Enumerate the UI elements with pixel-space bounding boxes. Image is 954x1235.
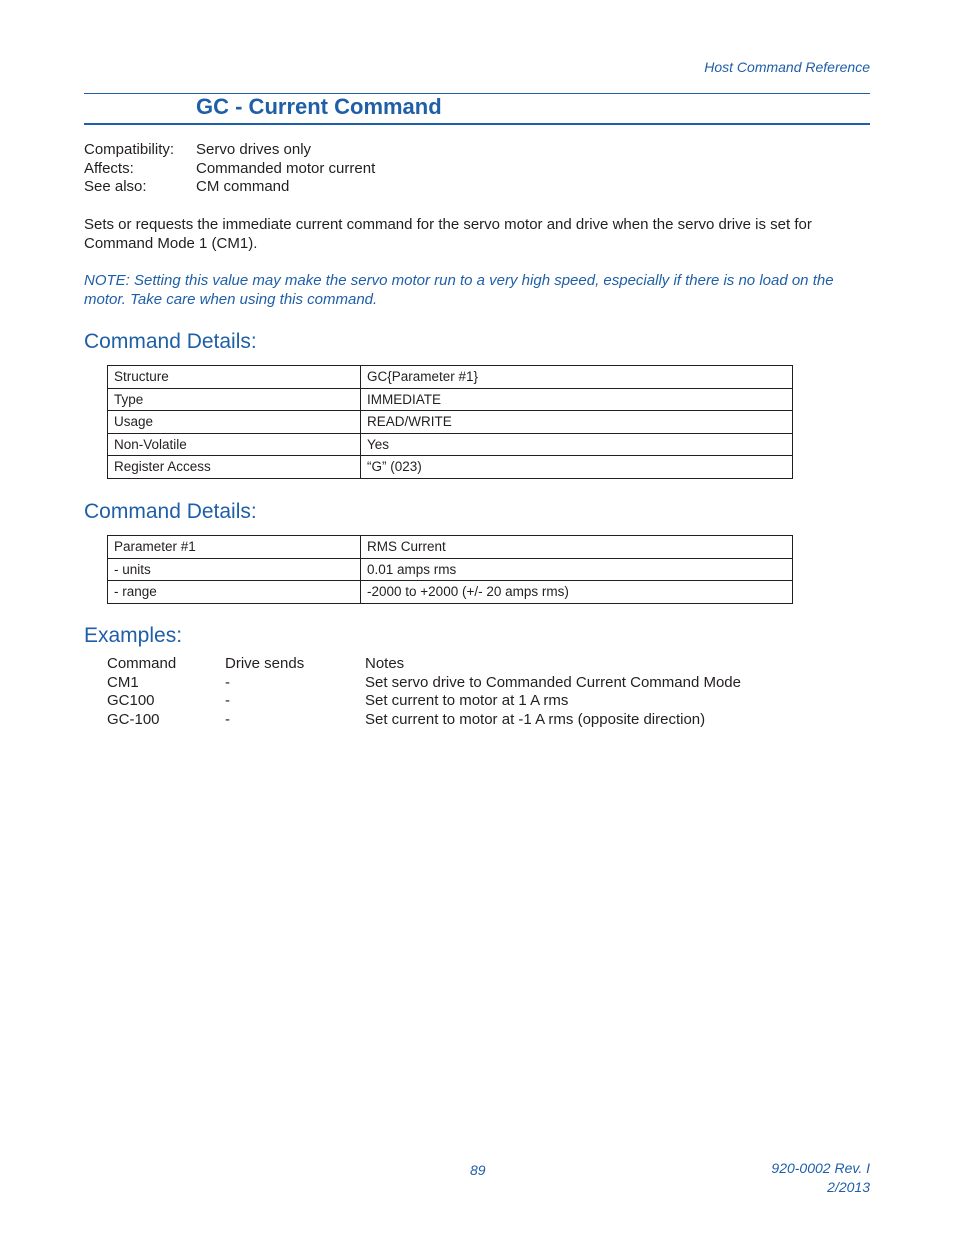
meta-key: Compatibility: xyxy=(84,141,175,158)
table-cell-value: 0.01 amps rms xyxy=(361,558,793,581)
table-cell-value: Yes xyxy=(361,433,793,456)
example-row xyxy=(107,674,741,693)
example-command: CM1 xyxy=(107,673,139,691)
command-meta xyxy=(84,141,375,197)
table-row xyxy=(108,581,793,604)
parameter-details-heading: Command Details: xyxy=(84,500,257,523)
table-cell-value: -2000 to +2000 (+/- 20 amps rms) xyxy=(361,581,793,604)
example-drive-sends: - xyxy=(225,711,230,729)
table-row xyxy=(108,388,793,411)
examples-header-row xyxy=(107,655,741,674)
meta-row-see-also xyxy=(84,178,375,197)
table-cell-key: - units xyxy=(108,558,361,581)
column-header: Drive sends xyxy=(225,655,305,672)
example-row xyxy=(107,711,741,730)
running-header: Host Command Reference xyxy=(704,59,870,75)
meta-row-affects xyxy=(84,160,375,179)
example-notes: Set servo drive to Commanded Current Command Mode xyxy=(365,673,741,691)
table-cell-value: IMMEDIATE xyxy=(361,388,793,411)
meta-key: Affects: xyxy=(84,159,134,177)
table-cell-value: “G” (023) xyxy=(361,456,793,479)
example-notes: Set current to motor at 1 A rms xyxy=(365,692,569,710)
example-notes: Set current to motor at -1 A rms (opposite direction) xyxy=(365,711,706,729)
meta-value: Commanded motor current xyxy=(196,159,376,177)
table-cell-value: GC{Parameter #1} xyxy=(361,366,793,389)
column-header: Command xyxy=(107,655,177,672)
section-title: GC - Current Command xyxy=(196,94,442,119)
doc-number: 920-0002 Rev. I xyxy=(771,1160,870,1176)
table-row xyxy=(108,558,793,581)
meta-key: See also: xyxy=(84,178,147,196)
table-row xyxy=(108,433,793,456)
meta-row-compatibility xyxy=(84,141,375,160)
table-cell-key: Type xyxy=(108,388,361,411)
column-header: Notes xyxy=(365,655,405,672)
table-cell-key: Register Access xyxy=(108,456,361,479)
table-row xyxy=(108,366,793,389)
page-number: 89 xyxy=(470,1162,486,1178)
table-row xyxy=(108,411,793,434)
table-row xyxy=(108,536,793,559)
example-command: GC100 xyxy=(107,692,155,710)
example-row xyxy=(107,692,741,711)
table-cell-key: Non-Volatile xyxy=(108,433,361,456)
parameter-details-table xyxy=(107,535,793,604)
table-row xyxy=(108,456,793,479)
meta-value: CM command xyxy=(196,178,290,196)
example-drive-sends: - xyxy=(225,692,230,710)
table-cell-value: RMS Current xyxy=(361,536,793,559)
command-details-heading: Command Details: xyxy=(84,330,257,353)
table-cell-key: - range xyxy=(108,581,361,604)
doc-date: 2/2013 xyxy=(827,1179,870,1195)
table-cell-key: Structure xyxy=(108,366,361,389)
examples-list xyxy=(107,655,741,730)
title-rule xyxy=(84,123,870,125)
table-cell-key: Parameter #1 xyxy=(108,536,361,559)
meta-value: Servo drives only xyxy=(196,141,312,158)
example-drive-sends: - xyxy=(225,673,230,691)
example-command: GC-100 xyxy=(107,711,160,729)
examples-heading: Examples: xyxy=(84,624,183,647)
document-revision xyxy=(771,1159,870,1197)
table-cell-value: READ/WRITE xyxy=(361,411,793,434)
table-cell-key: Usage xyxy=(108,411,361,434)
description-paragraph: Sets or requests the immediate current command for the servo motor and drive when the servo drive is set for Command Mode 1 (CM1). xyxy=(84,216,812,252)
note-paragraph: NOTE: Setting this value may make the servo motor run to a very high speed, especially if there is no load on the motor. Take care when using this command. xyxy=(84,272,834,308)
command-details-table xyxy=(107,365,793,479)
